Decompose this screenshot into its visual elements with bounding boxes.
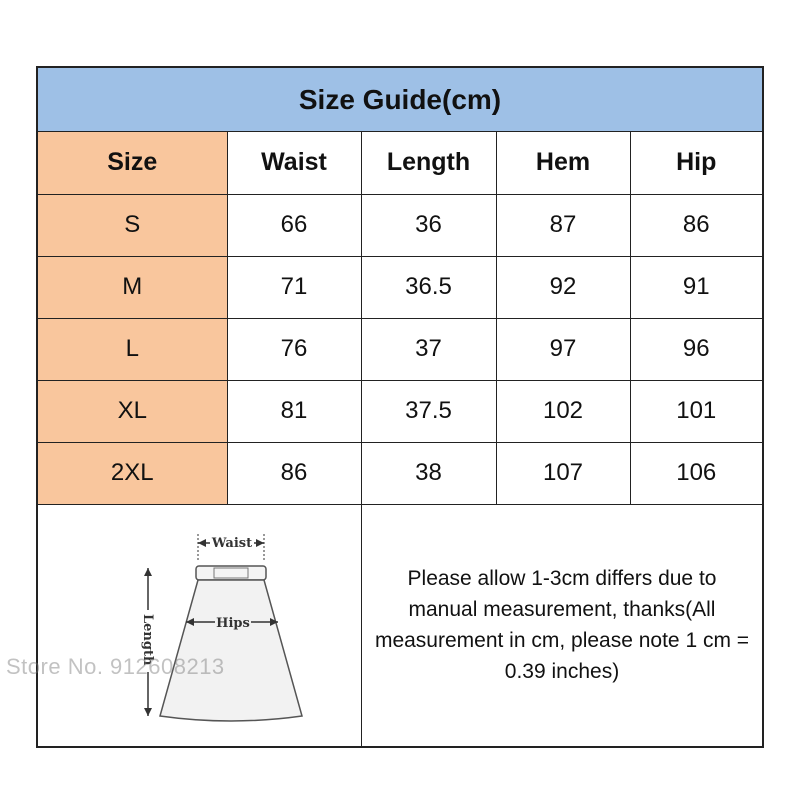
size-cell: S: [38, 194, 227, 256]
size-table: [38, 132, 762, 505]
hem-cell: 92: [496, 256, 630, 318]
note-cell: [362, 504, 762, 746]
skirt-outline: [160, 580, 302, 721]
table-row: [38, 380, 762, 442]
hip-cell: 96: [630, 318, 762, 380]
table-header-row: [38, 132, 762, 194]
waist-cell: 76: [227, 318, 361, 380]
table-row: [38, 194, 762, 256]
length-cell: 38: [361, 442, 496, 504]
table-row: [38, 318, 762, 380]
header-hip: Hip: [630, 132, 762, 194]
length-cell: 36: [361, 194, 496, 256]
table-row: [38, 442, 762, 504]
hip-cell: 86: [630, 194, 762, 256]
hem-cell: 97: [496, 318, 630, 380]
waist-cell: 86: [227, 442, 361, 504]
hip-cell: 106: [630, 442, 762, 504]
hem-cell: 87: [496, 194, 630, 256]
length-arrow-top: [144, 568, 152, 576]
waist-cell: 81: [227, 380, 361, 442]
hip-cell: 91: [630, 256, 762, 318]
waist-arrow-right: [256, 539, 264, 547]
size-cell: XL: [38, 380, 227, 442]
length-arrow-bottom: [144, 708, 152, 716]
header-waist: Waist: [227, 132, 361, 194]
length-label: Length: [140, 614, 155, 666]
size-cell: 2XL: [38, 442, 227, 504]
store-watermark: Store No. 912608213: [6, 654, 225, 679]
waist-arrow-left: [198, 539, 206, 547]
measurement-note: Please allow 1-3cm differs due to manual measurement, thanks(All measurement in cm, please note 1 cm = 0.39 inches): [374, 567, 750, 683]
skirt-diagram-cell: [38, 504, 362, 746]
bottom-section: [38, 504, 762, 746]
header-size: Size: [38, 132, 227, 194]
size-cell: M: [38, 256, 227, 318]
waist-cell: 66: [227, 194, 361, 256]
length-cell: 37.5: [361, 380, 496, 442]
size-cell: L: [38, 318, 227, 380]
waist-label: Waist: [211, 536, 253, 551]
skirt-diagram: [38, 504, 360, 746]
header-length: Length: [361, 132, 496, 194]
hips-label: Hips: [216, 616, 250, 631]
header-hem: Hem: [496, 132, 630, 194]
size-guide-sheet: [36, 66, 764, 748]
length-cell: 36.5: [361, 256, 496, 318]
waist-cell: 71: [227, 256, 361, 318]
hem-cell: 107: [496, 442, 630, 504]
length-cell: 37: [361, 318, 496, 380]
table-row: [38, 256, 762, 318]
size-guide-title: Size Guide(cm): [38, 68, 762, 132]
hem-cell: 102: [496, 380, 630, 442]
hip-cell: 101: [630, 380, 762, 442]
